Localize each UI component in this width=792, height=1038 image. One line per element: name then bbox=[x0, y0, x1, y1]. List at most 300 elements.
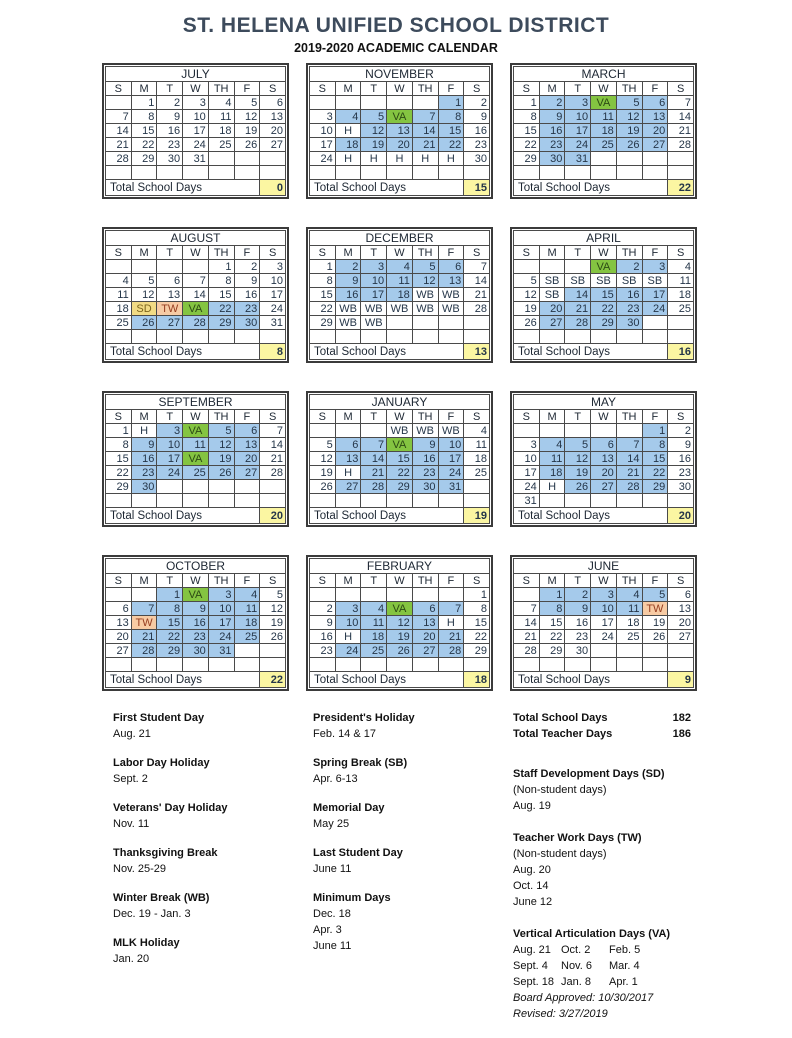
day-cell: 1 bbox=[438, 96, 464, 110]
week-row bbox=[106, 452, 286, 466]
day-cell: 11 bbox=[208, 110, 234, 124]
month-title: JULY bbox=[106, 67, 286, 82]
day-cell: 8 bbox=[157, 602, 183, 616]
day-cell bbox=[234, 480, 260, 494]
day-cell bbox=[668, 658, 694, 672]
week-row bbox=[106, 616, 286, 630]
week-row bbox=[310, 316, 490, 330]
day-cell: 11 bbox=[106, 288, 132, 302]
va-date: Aug. 21 bbox=[513, 944, 551, 956]
day-cell bbox=[668, 316, 694, 330]
day-cell: 18 bbox=[668, 288, 694, 302]
day-cell: 28 bbox=[565, 316, 591, 330]
week-row bbox=[310, 288, 490, 302]
va-dates-row bbox=[513, 958, 768, 974]
day-cell: 18 bbox=[616, 616, 642, 630]
day-cell: 12 bbox=[412, 274, 438, 288]
va-date: Sept. 18 bbox=[513, 976, 554, 988]
legend-heading: First Student Day bbox=[113, 712, 205, 724]
day-cell bbox=[514, 330, 540, 344]
day-cell bbox=[361, 424, 387, 438]
day-cell: 16 bbox=[616, 288, 642, 302]
day-header-cell: TH bbox=[616, 82, 642, 96]
day-cell: 21 bbox=[438, 630, 464, 644]
day-cell: VA bbox=[183, 452, 209, 466]
day-header-cell: W bbox=[183, 246, 209, 260]
week-row bbox=[310, 138, 490, 152]
day-cell: H bbox=[387, 152, 413, 166]
month-table-december bbox=[309, 230, 490, 360]
day-cell: 11 bbox=[387, 274, 413, 288]
day-cell bbox=[310, 494, 336, 508]
day-cell: WB bbox=[361, 316, 387, 330]
day-cell: H bbox=[539, 480, 565, 494]
day-cell bbox=[412, 316, 438, 330]
day-cell: 14 bbox=[260, 438, 286, 452]
legend-heading: Winter Break (WB) bbox=[113, 892, 210, 904]
day-cell: 15 bbox=[514, 124, 540, 138]
day-cell: 9 bbox=[335, 274, 361, 288]
month-table-september bbox=[105, 394, 286, 524]
day-header-cell: T bbox=[361, 82, 387, 96]
day-cell bbox=[438, 316, 464, 330]
day-cell: TW bbox=[642, 602, 668, 616]
day-cell: 13 bbox=[260, 110, 286, 124]
day-cell: 22 bbox=[310, 302, 336, 316]
day-header-cell: S bbox=[514, 410, 540, 424]
total-school-days-label: Total School Days bbox=[514, 344, 668, 360]
day-cell bbox=[335, 424, 361, 438]
day-cell: 10 bbox=[565, 110, 591, 124]
day-header-cell: TH bbox=[208, 410, 234, 424]
day-cell: 10 bbox=[591, 602, 617, 616]
day-cell bbox=[565, 424, 591, 438]
day-cell bbox=[539, 260, 565, 274]
va-dates-row bbox=[513, 942, 768, 958]
day-cell bbox=[310, 424, 336, 438]
week-row bbox=[106, 316, 286, 330]
day-cell: 3 bbox=[183, 96, 209, 110]
legend-entry-thanksgiving-break bbox=[113, 845, 313, 877]
day-cell bbox=[157, 494, 183, 508]
day-header-cell: S bbox=[668, 82, 694, 96]
va-date: Nov. 6 bbox=[561, 960, 592, 972]
day-cell: 14 bbox=[412, 124, 438, 138]
day-cell bbox=[514, 260, 540, 274]
week-row bbox=[310, 644, 490, 658]
day-cell: 24 bbox=[335, 644, 361, 658]
day-cell: TW bbox=[131, 616, 157, 630]
day-header-cell: T bbox=[565, 246, 591, 260]
legend-column-1 bbox=[113, 710, 313, 1035]
day-cell bbox=[335, 588, 361, 602]
legend-heading: Labor Day Holiday bbox=[113, 757, 210, 769]
legend-line: (Non-student days) bbox=[513, 848, 607, 860]
day-cell bbox=[565, 330, 591, 344]
day-cell: 25 bbox=[616, 630, 642, 644]
legend-italic-line: Revised: 3/27/2019 bbox=[513, 1008, 608, 1020]
day-cell: 4 bbox=[539, 438, 565, 452]
day-cell: 8 bbox=[310, 274, 336, 288]
day-cell: 4 bbox=[668, 260, 694, 274]
day-header-cell: S bbox=[514, 246, 540, 260]
day-cell: 16 bbox=[234, 288, 260, 302]
day-cell: 5 bbox=[412, 260, 438, 274]
day-cell: 29 bbox=[387, 480, 413, 494]
day-cell: 28 bbox=[260, 466, 286, 480]
day-header-cell: W bbox=[591, 246, 617, 260]
day-header-cell: W bbox=[183, 410, 209, 424]
legend-heading: President's Holiday bbox=[313, 712, 415, 724]
day-cell: 1 bbox=[642, 424, 668, 438]
day-cell bbox=[412, 588, 438, 602]
day-cell bbox=[157, 330, 183, 344]
day-cell bbox=[208, 330, 234, 344]
day-cell: 21 bbox=[565, 302, 591, 316]
day-cell: WB bbox=[387, 424, 413, 438]
day-cell bbox=[514, 166, 540, 180]
day-cell bbox=[131, 588, 157, 602]
day-cell: 21 bbox=[106, 138, 132, 152]
total-school-days-value: 20 bbox=[260, 508, 286, 524]
day-cell: 18 bbox=[387, 288, 413, 302]
day-cell: 10 bbox=[361, 274, 387, 288]
day-header-cell: W bbox=[387, 574, 413, 588]
day-header-cell: S bbox=[668, 574, 694, 588]
week-row bbox=[514, 110, 694, 124]
day-cell: 16 bbox=[539, 124, 565, 138]
day-cell bbox=[642, 330, 668, 344]
day-cell bbox=[539, 494, 565, 508]
day-cell bbox=[514, 658, 540, 672]
week-row bbox=[514, 138, 694, 152]
va-dates-row bbox=[513, 974, 768, 990]
legend-line: (Non-student days) bbox=[513, 784, 607, 796]
week-row bbox=[106, 302, 286, 316]
day-cell: VA bbox=[387, 110, 413, 124]
day-cell bbox=[208, 152, 234, 166]
day-cell: 19 bbox=[616, 124, 642, 138]
day-cell: H bbox=[335, 152, 361, 166]
day-cell bbox=[616, 658, 642, 672]
day-cell: 20 bbox=[591, 466, 617, 480]
day-header-cell: M bbox=[335, 410, 361, 424]
day-header-cell: S bbox=[668, 410, 694, 424]
day-cell: 11 bbox=[464, 438, 490, 452]
day-cell: WB bbox=[412, 302, 438, 316]
day-cell: 12 bbox=[234, 110, 260, 124]
total-school-days-label: Total School Days bbox=[106, 508, 260, 524]
day-cell: 27 bbox=[412, 644, 438, 658]
day-cell: 7 bbox=[514, 602, 540, 616]
total-school-days-row bbox=[514, 508, 694, 524]
day-cell: 17 bbox=[438, 452, 464, 466]
day-cell: 9 bbox=[668, 438, 694, 452]
day-cell: 31 bbox=[438, 480, 464, 494]
legend-line: May 25 bbox=[313, 818, 350, 830]
day-cell bbox=[106, 494, 132, 508]
day-cell: 1 bbox=[131, 96, 157, 110]
day-cell: 2 bbox=[539, 96, 565, 110]
day-cell: 9 bbox=[234, 274, 260, 288]
day-cell: 28 bbox=[464, 302, 490, 316]
total-school-days-label: Total School Days bbox=[106, 344, 260, 360]
day-header-cell: T bbox=[361, 574, 387, 588]
day-cell: 2 bbox=[464, 96, 490, 110]
day-header-cell: F bbox=[438, 574, 464, 588]
day-cell: 22 bbox=[539, 630, 565, 644]
day-header-cell: T bbox=[361, 410, 387, 424]
day-cell: 28 bbox=[438, 644, 464, 658]
month-title: AUGUST bbox=[106, 231, 286, 246]
total-school-days-value: 16 bbox=[668, 344, 694, 360]
legend-line: Aug. 19 bbox=[513, 800, 551, 812]
day-cell bbox=[157, 658, 183, 672]
legend-entry-staff-development-days-sd- bbox=[513, 766, 768, 814]
day-cell: 27 bbox=[157, 316, 183, 330]
day-cell: 9 bbox=[539, 110, 565, 124]
day-cell: 6 bbox=[157, 274, 183, 288]
day-cell bbox=[642, 166, 668, 180]
day-cell: 9 bbox=[157, 110, 183, 124]
day-cell: 10 bbox=[514, 452, 540, 466]
day-cell: 14 bbox=[668, 110, 694, 124]
day-cell: 15 bbox=[464, 616, 490, 630]
week-row bbox=[514, 616, 694, 630]
day-cell: 24 bbox=[157, 466, 183, 480]
page-subtitle: 2019-2020 ACADEMIC CALENDAR bbox=[294, 41, 498, 55]
day-header-cell: M bbox=[131, 410, 157, 424]
day-cell: 4 bbox=[234, 588, 260, 602]
day-cell: 19 bbox=[310, 466, 336, 480]
day-cell: 5 bbox=[310, 438, 336, 452]
week-row bbox=[310, 466, 490, 480]
week-row bbox=[106, 288, 286, 302]
day-cell: 11 bbox=[539, 452, 565, 466]
day-cell: 5 bbox=[616, 96, 642, 110]
day-cell: 7 bbox=[131, 602, 157, 616]
day-cell bbox=[438, 658, 464, 672]
day-header-cell: S bbox=[106, 82, 132, 96]
month-calendar-december bbox=[306, 227, 493, 363]
week-row bbox=[106, 138, 286, 152]
day-cell bbox=[335, 330, 361, 344]
day-cell: 15 bbox=[131, 124, 157, 138]
day-cell: 25 bbox=[464, 466, 490, 480]
week-row bbox=[514, 302, 694, 316]
day-cell: 30 bbox=[539, 152, 565, 166]
day-cell: 12 bbox=[616, 110, 642, 124]
week-row bbox=[106, 438, 286, 452]
day-cell: 23 bbox=[539, 138, 565, 152]
day-cell: 16 bbox=[131, 452, 157, 466]
day-header-cell: M bbox=[539, 410, 565, 424]
week-row bbox=[106, 602, 286, 616]
legend-entry-winter-break-wb- bbox=[113, 890, 313, 922]
day-cell: 24 bbox=[208, 630, 234, 644]
day-cell bbox=[539, 658, 565, 672]
week-row bbox=[310, 260, 490, 274]
total-school-days-label: Total School Days bbox=[106, 180, 260, 196]
day-cell bbox=[387, 316, 413, 330]
day-header-cell: F bbox=[234, 246, 260, 260]
day-cell: 2 bbox=[234, 260, 260, 274]
va-date: Apr. 1 bbox=[609, 976, 638, 988]
day-cell: 13 bbox=[412, 616, 438, 630]
day-cell: 13 bbox=[157, 288, 183, 302]
day-cell bbox=[106, 260, 132, 274]
day-cell: 18 bbox=[335, 138, 361, 152]
day-cell: 29 bbox=[208, 316, 234, 330]
day-cell: 23 bbox=[183, 630, 209, 644]
week-row bbox=[514, 330, 694, 344]
day-cell: WB bbox=[335, 302, 361, 316]
day-cell: 16 bbox=[183, 616, 209, 630]
legend-line: Dec. 19 - Jan. 3 bbox=[113, 908, 191, 920]
day-cell: 30 bbox=[183, 644, 209, 658]
day-cell: 28 bbox=[183, 316, 209, 330]
day-cell: 19 bbox=[514, 302, 540, 316]
day-cell: 14 bbox=[514, 616, 540, 630]
day-cell bbox=[183, 494, 209, 508]
day-cell: 17 bbox=[208, 616, 234, 630]
legend-entry-teacher-work-days-tw- bbox=[513, 830, 768, 910]
month-title: JUNE bbox=[514, 559, 694, 574]
day-cell: 19 bbox=[361, 138, 387, 152]
day-cell: 10 bbox=[208, 602, 234, 616]
day-cell: 10 bbox=[157, 438, 183, 452]
week-row bbox=[310, 124, 490, 138]
day-header-cell: F bbox=[234, 410, 260, 424]
month-table-august bbox=[105, 230, 286, 360]
day-cell: 15 bbox=[310, 288, 336, 302]
day-cell bbox=[464, 494, 490, 508]
day-cell: 14 bbox=[183, 288, 209, 302]
day-header-cell: W bbox=[591, 574, 617, 588]
day-cell: 31 bbox=[208, 644, 234, 658]
day-header-cell: F bbox=[642, 82, 668, 96]
day-cell bbox=[310, 588, 336, 602]
day-header-cell: S bbox=[260, 246, 286, 260]
day-cell: 14 bbox=[616, 452, 642, 466]
day-cell: 8 bbox=[642, 438, 668, 452]
day-header-cell: F bbox=[234, 574, 260, 588]
day-cell: 5 bbox=[260, 588, 286, 602]
day-header-cell: M bbox=[539, 246, 565, 260]
day-cell bbox=[464, 480, 490, 494]
day-cell bbox=[234, 330, 260, 344]
day-cell: 30 bbox=[616, 316, 642, 330]
legend-entry-mlk-holiday bbox=[113, 935, 313, 967]
day-cell: 18 bbox=[539, 466, 565, 480]
day-cell bbox=[183, 480, 209, 494]
day-cell: 11 bbox=[183, 438, 209, 452]
day-cell: 3 bbox=[565, 96, 591, 110]
day-cell: 30 bbox=[464, 152, 490, 166]
day-cell: 2 bbox=[157, 96, 183, 110]
day-cell bbox=[157, 260, 183, 274]
day-cell bbox=[260, 644, 286, 658]
day-cell bbox=[668, 494, 694, 508]
day-cell bbox=[668, 166, 694, 180]
day-cell: 9 bbox=[183, 602, 209, 616]
day-cell: 6 bbox=[260, 96, 286, 110]
va-date: Sept. 4 bbox=[513, 960, 548, 972]
legend-heading: Thanksgiving Break bbox=[113, 847, 218, 859]
day-cell: WB bbox=[438, 302, 464, 316]
day-cell: 27 bbox=[234, 466, 260, 480]
day-header-cell: TH bbox=[208, 82, 234, 96]
month-title: NOVEMBER bbox=[310, 67, 490, 82]
day-cell: WB bbox=[361, 302, 387, 316]
day-cell bbox=[183, 658, 209, 672]
day-cell: 18 bbox=[464, 452, 490, 466]
month-title: MAY bbox=[514, 395, 694, 410]
day-header-cell: S bbox=[260, 82, 286, 96]
week-row bbox=[514, 316, 694, 330]
total-school-days-value: 15 bbox=[464, 180, 490, 196]
day-header-cell: S bbox=[514, 82, 540, 96]
day-cell: 15 bbox=[591, 288, 617, 302]
week-row bbox=[514, 152, 694, 166]
day-cell bbox=[183, 260, 209, 274]
day-cell: 30 bbox=[565, 644, 591, 658]
day-cell: 14 bbox=[464, 274, 490, 288]
day-cell bbox=[642, 644, 668, 658]
day-cell bbox=[591, 166, 617, 180]
legend-heading: Veterans' Day Holiday bbox=[113, 802, 228, 814]
day-cell: 8 bbox=[208, 274, 234, 288]
legend-line: June 12 bbox=[513, 896, 553, 908]
week-row bbox=[514, 644, 694, 658]
day-cell: 3 bbox=[157, 424, 183, 438]
month-title: SEPTEMBER bbox=[106, 395, 286, 410]
day-cell: 29 bbox=[514, 152, 540, 166]
week-row bbox=[310, 452, 490, 466]
day-cell bbox=[361, 166, 387, 180]
day-cell: WB bbox=[335, 316, 361, 330]
legend-heading: Vertical Articulation Days (VA) bbox=[513, 928, 671, 940]
total-label: Total School Days bbox=[513, 712, 608, 724]
day-cell: 29 bbox=[539, 644, 565, 658]
day-cell: 13 bbox=[438, 274, 464, 288]
day-cell: 19 bbox=[565, 466, 591, 480]
total-school-days-label: Total School Days bbox=[514, 672, 668, 688]
day-cell: 23 bbox=[668, 466, 694, 480]
day-cell: 11 bbox=[668, 274, 694, 288]
day-cell bbox=[361, 330, 387, 344]
week-row bbox=[514, 658, 694, 672]
day-cell: 30 bbox=[234, 316, 260, 330]
week-row bbox=[106, 152, 286, 166]
day-cell: 26 bbox=[642, 630, 668, 644]
day-cell: 6 bbox=[412, 602, 438, 616]
day-cell: 30 bbox=[131, 480, 157, 494]
day-cell: 18 bbox=[106, 302, 132, 316]
day-cell: 21 bbox=[464, 288, 490, 302]
day-header-cell: M bbox=[539, 82, 565, 96]
total-value: 186 bbox=[672, 728, 691, 740]
week-row bbox=[514, 480, 694, 494]
day-cell: 13 bbox=[668, 602, 694, 616]
day-cell: 27 bbox=[106, 644, 132, 658]
day-header-cell: F bbox=[438, 246, 464, 260]
day-header-cell: M bbox=[131, 82, 157, 96]
day-cell bbox=[616, 494, 642, 508]
day-cell: 22 bbox=[387, 466, 413, 480]
day-cell bbox=[616, 424, 642, 438]
day-cell: SD bbox=[131, 302, 157, 316]
